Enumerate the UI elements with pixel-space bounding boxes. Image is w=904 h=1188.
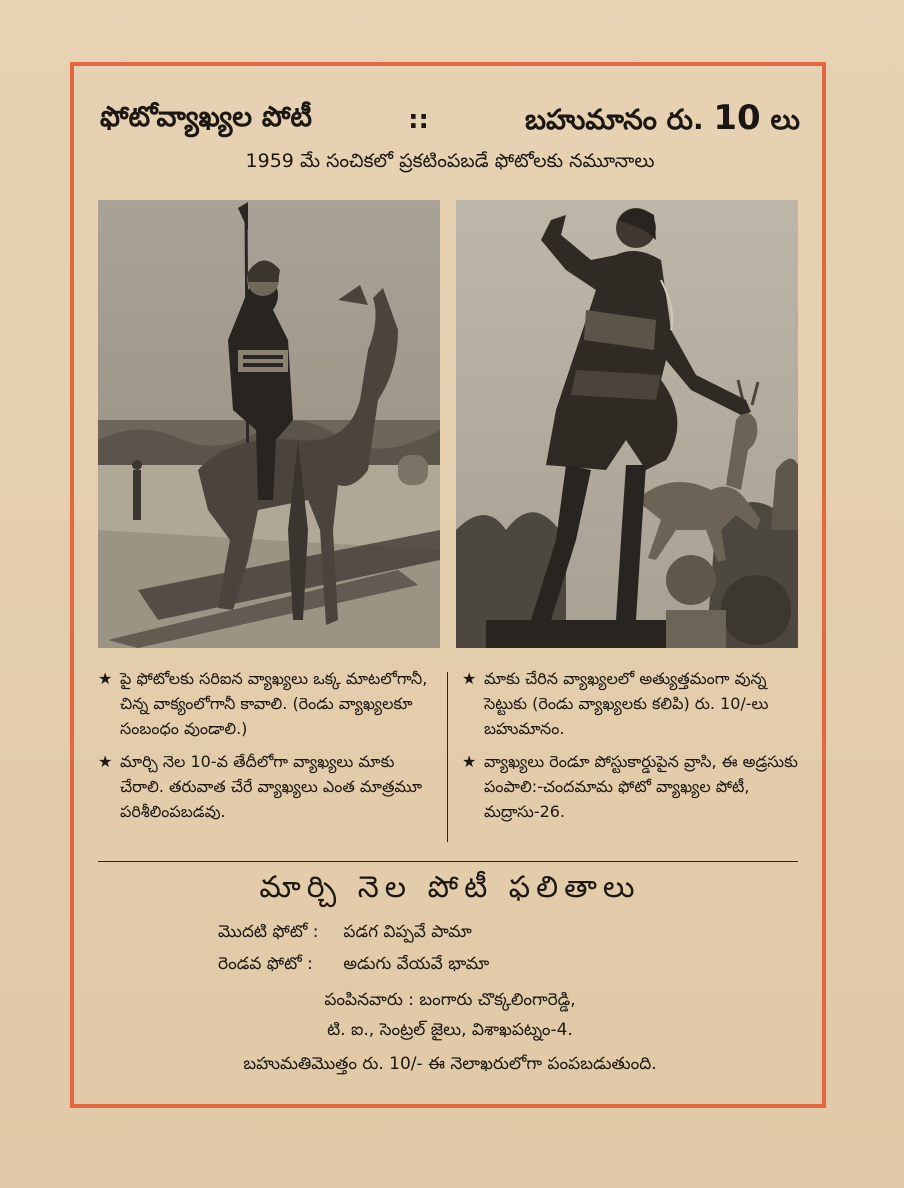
star-icon: ★ [462,669,477,688]
contest-title: ఫోటోవ్యాఖ్యల పోటీ [100,100,313,133]
results-title: మార్చి నెల పోటీ ఫలితాలు [259,870,641,905]
rules-right-column [462,666,802,832]
second-photo-label: రెండవ ఫోటో : [218,954,313,974]
rule-text: పై ఫోటోలకు సరిఐన వ్యాఖ్యలు ఒక్క మాటలోగానీ, చిన్న వాక్యంలోగానీ కావాలి. (రెండు వ్యాఖ్యలకూ సంబంధం వుండాలి.) [120,669,428,738]
rules-left-column [98,666,438,832]
second-photo-result [218,954,489,978]
photo-statue-deer [456,200,798,648]
rule-text: మార్చి నెల 10-వ తేదీలోగా వ్యాఖ్యలు మాకు చేరాలి. తరువాత చేరే వ్యాఖ్యలు ఎంత మాత్రమూ పరిశీలింపబడవు. [120,752,423,821]
rule-item [462,666,802,741]
header-row [100,98,800,142]
section-divider [98,861,798,862]
star-icon: ★ [462,752,477,771]
rule-item [98,666,438,741]
title-separator: :: [408,105,429,135]
rule-item [462,749,802,824]
first-photo-label: మొదటి ఫోటో : [218,922,319,942]
star-icon: ★ [98,669,113,688]
second-photo-caption: అడుగు వేయవే భామా [343,954,490,974]
statue-deer-image [456,200,798,648]
prize-suffix: లు [770,102,800,136]
subtitle: 1959 మే సంచికలో ప్రకటింపబడే ఫోటోలకు నమూనాలు [245,150,655,172]
rule-text: మాకు చేరిన వ్యాఖ్యలలో అత్యుత్తమంగా వున్న సెట్టుకు (రెండు వ్యాఖ్యలకు కలిపి) రు. 10/-లు బహుమానం. [484,669,769,738]
sender-line-1: పంపినవారు : బంగారు చొక్కలింగారెడ్డి, [324,990,576,1010]
prize-total-line: బహుమతిమొత్తం రు. 10/- ఈ నెలాఖరులోగా పంపబడుతుంది. [243,1054,657,1074]
photo-horse-rider [98,200,440,648]
first-photo-result [218,922,472,946]
sender-line-2: టి. ఐ., సెంట్రల్ జైలు, విశాఖపట్నం-4. [327,1020,573,1040]
prize-prefix: బహుమానం రు. [525,102,704,136]
first-photo-caption: పడగ విప్పవే పామా [343,922,472,942]
horse-rider-image [98,200,440,648]
prize-amount: 10 [713,97,761,138]
rule-item [98,749,438,824]
prize-heading [525,98,800,143]
star-icon: ★ [98,752,113,771]
column-divider [447,672,448,842]
rule-text: వ్యాఖ్యలు రెండూ పోస్టుకార్డుపైన వ్రాసి, ఈ అడ్రసుకు పంపాలి:-చందమామ ఫోటో వ్యాఖ్యల పోటీ, మద్రాసు-26. [484,752,798,821]
